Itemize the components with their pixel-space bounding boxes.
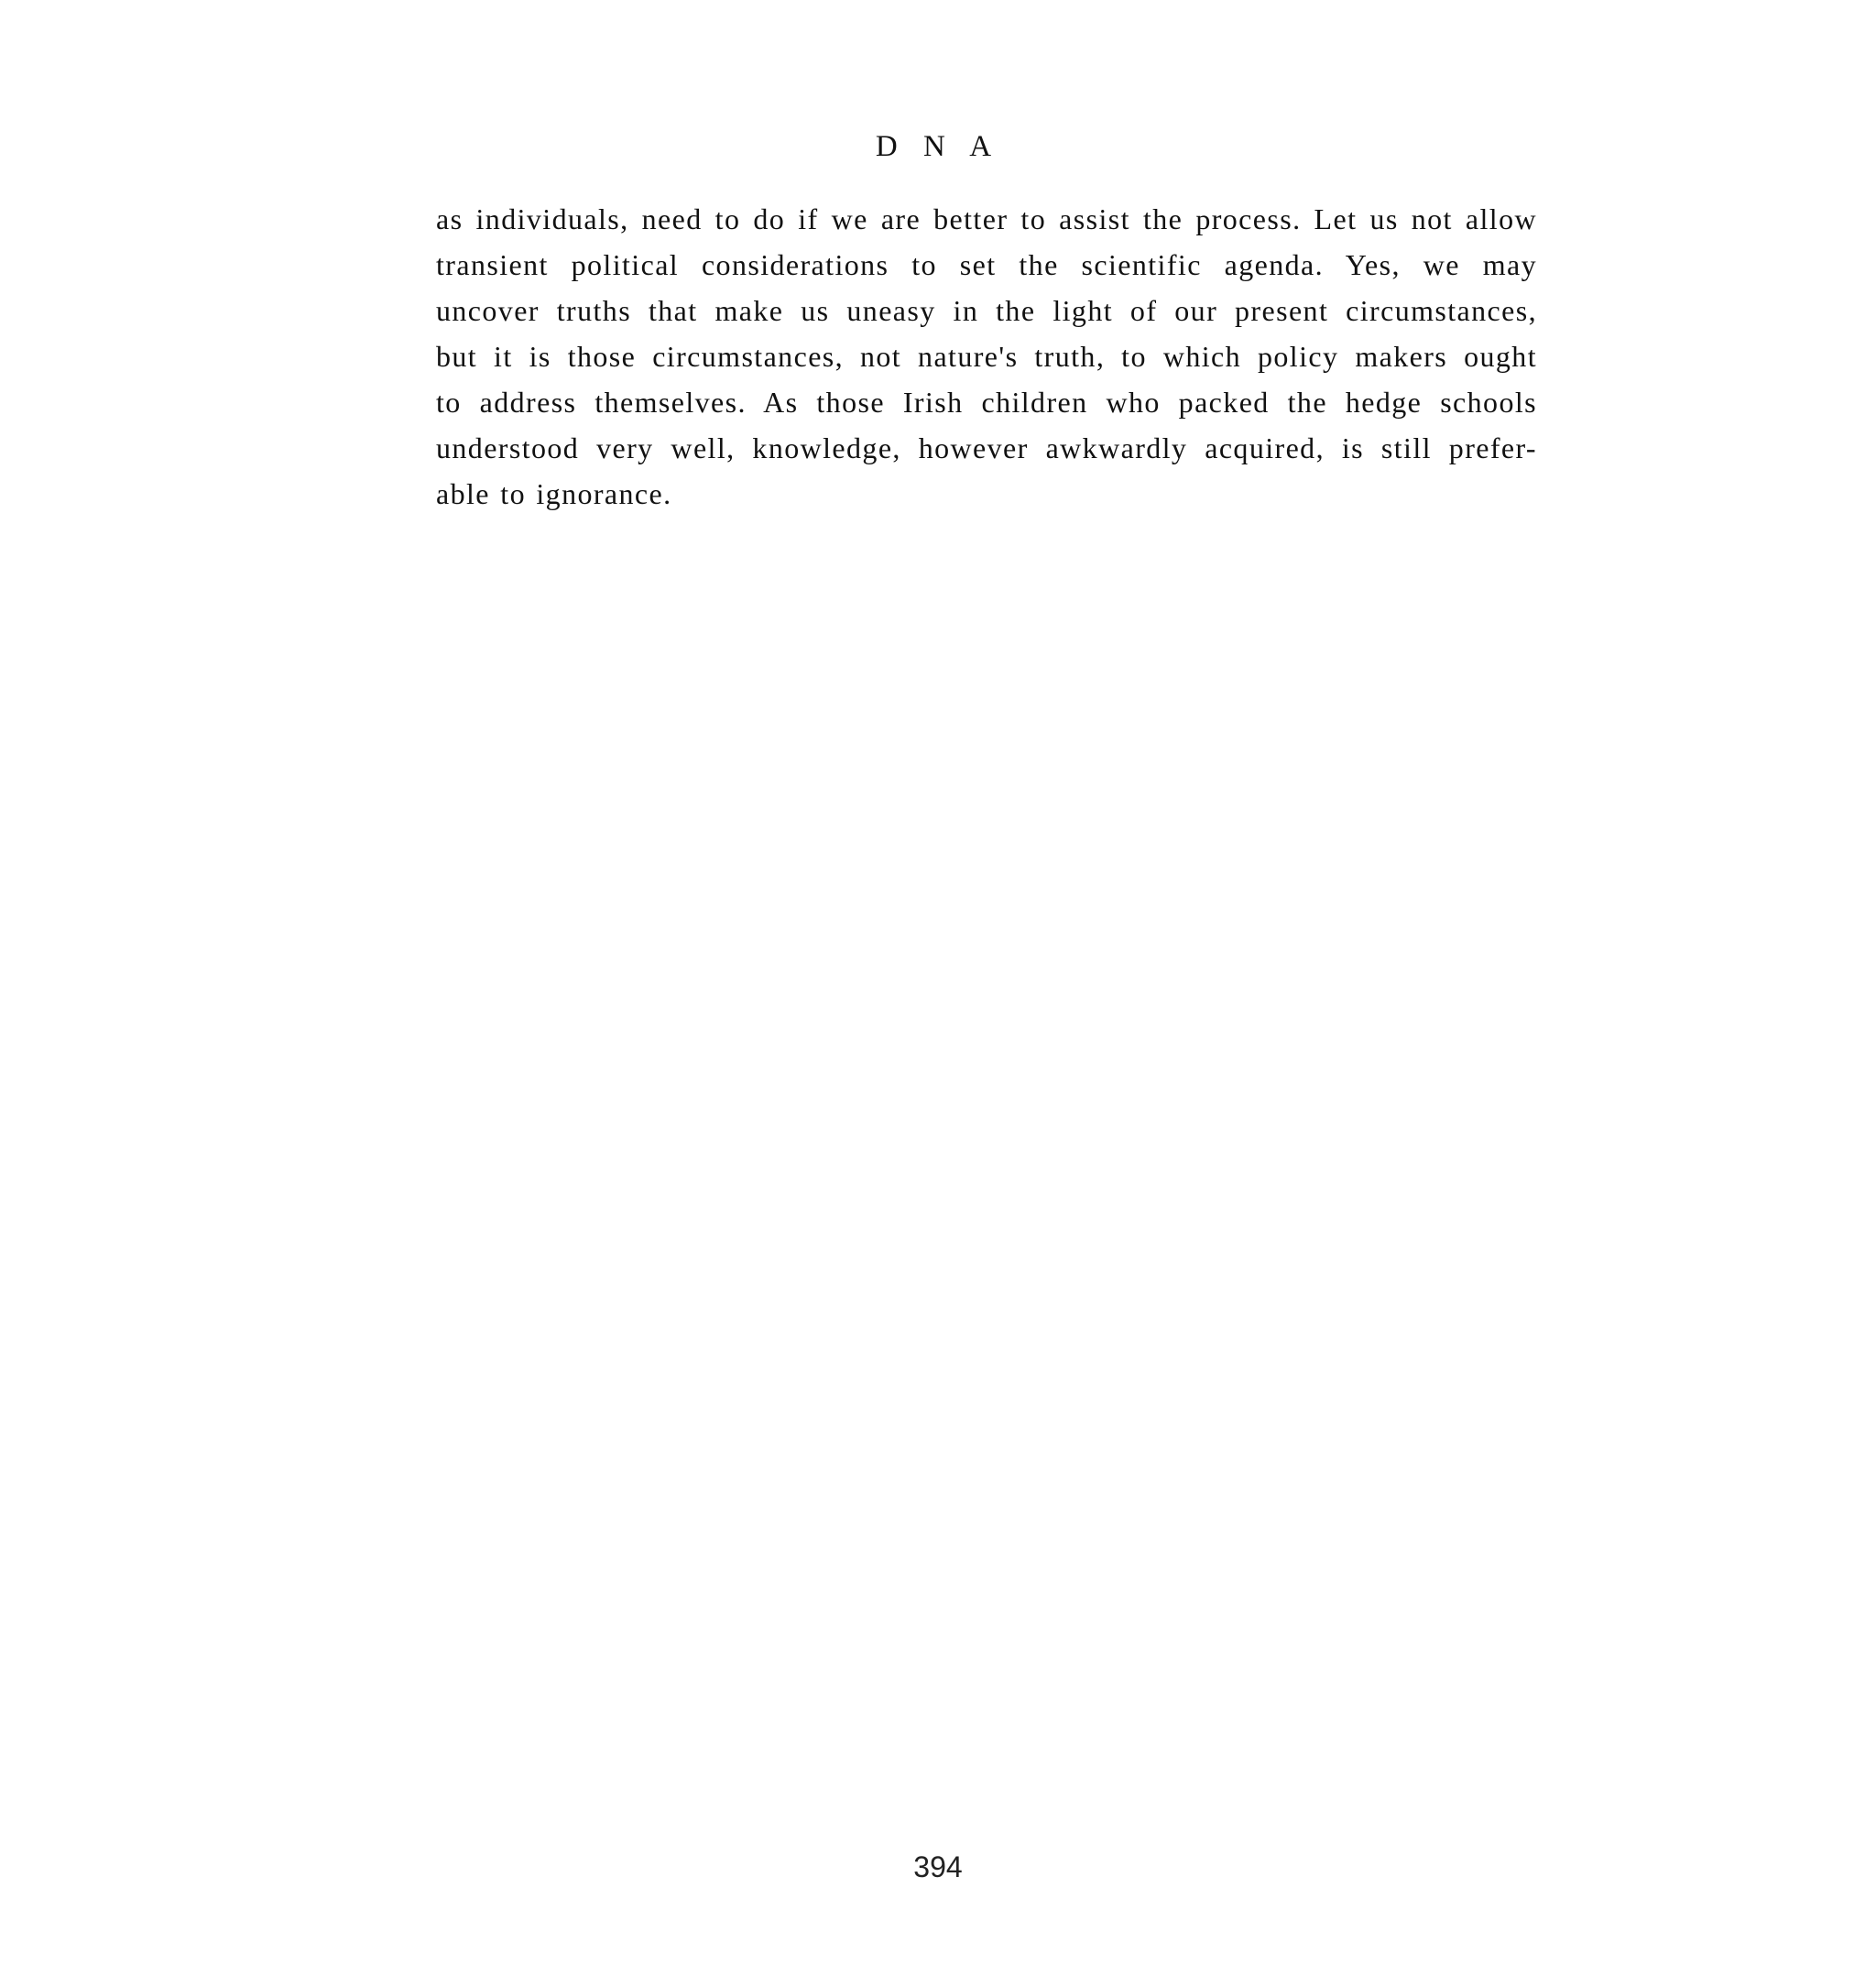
body-paragraph <box>436 196 1537 517</box>
running-head: D N A <box>875 130 1001 163</box>
text-line: but it is those circumstances, not nature's truth, to which policy makers ought <box>436 340 1537 373</box>
text-line: uncover truths that make us uneasy in the light of our present circumstances, <box>436 294 1537 327</box>
text-line: to address themselves. As those Irish children who packed the hedge schools <box>436 386 1537 419</box>
page-number: 394 <box>913 1850 963 1883</box>
text-line: as individuals, need to do if we are better to assist the process. Let us not allow <box>436 202 1537 235</box>
text-line: understood very well, knowledge, however awkwardly acquired, is still prefer- <box>436 431 1537 464</box>
text-line: able to ignorance. <box>436 477 672 510</box>
text-line: transient political considerations to set the scientific agenda. Yes, we may <box>436 248 1537 281</box>
